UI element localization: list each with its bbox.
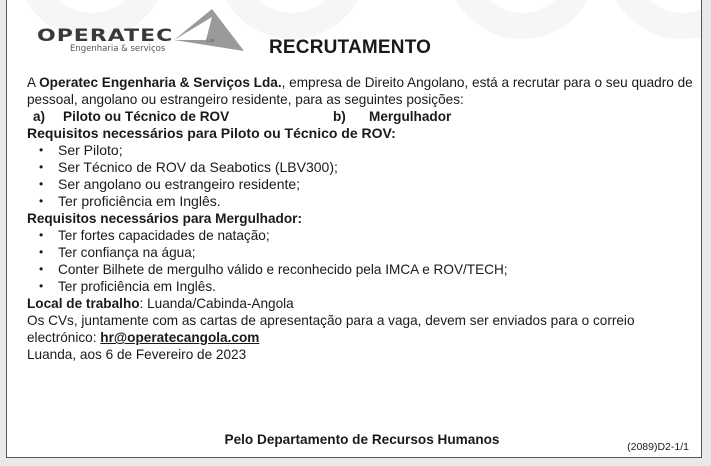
svg-text:Lda: Lda bbox=[207, 38, 215, 43]
svg-text:Engenharia & serviços: Engenharia & serviços bbox=[70, 44, 166, 54]
watermark-circle bbox=[607, 0, 702, 39]
bullet-icon: • bbox=[39, 143, 44, 157]
ad-body bbox=[27, 74, 697, 453]
date-line: Luanda, aos 6 de Fevereiro de 2023 bbox=[27, 347, 247, 362]
bullet-icon: • bbox=[39, 228, 44, 242]
position-label: b) bbox=[333, 109, 346, 124]
email-link[interactable]: hr@operatecangola.com bbox=[100, 330, 260, 345]
requirement-text: Ter confiança na água; bbox=[58, 245, 196, 260]
list-item bbox=[39, 159, 697, 176]
position-title: Piloto ou Técnico de ROV bbox=[63, 109, 230, 124]
bullet-icon: • bbox=[39, 245, 44, 259]
requirement-text: Ter fortes capacidades de natação; bbox=[58, 228, 270, 243]
intro-text: , empresa de Direito Angolano, está a recrutar para o seu quadro de pessoal, angolano ou estrangeiro residente, para as seguintes posições: bbox=[27, 75, 693, 107]
requirement-text: Ter proficiência em Inglês. bbox=[58, 193, 221, 209]
workplace bbox=[27, 295, 697, 312]
page-title: RECRUTAMENTO bbox=[269, 37, 432, 58]
list-item bbox=[39, 244, 697, 261]
reference-code: (2089)D2-1/1 bbox=[627, 441, 689, 453]
cv-instructions bbox=[27, 312, 697, 346]
signature: Pelo Departamento de Recursos Humanos bbox=[224, 432, 500, 447]
workplace-value: : Luanda/Cabinda-Angola bbox=[139, 296, 294, 311]
requirement-text: Conter Bilhete de mergulho válido e reconhecido pela IMCA e ROV/TECH; bbox=[58, 262, 508, 277]
bullet-icon: • bbox=[39, 160, 44, 174]
svg-text:OPERATEC: OPERATEC bbox=[37, 25, 174, 46]
intro-prefix: A bbox=[27, 75, 40, 90]
list-item bbox=[39, 176, 697, 193]
cv-text: Os CVs, juntamente com as cartas de apresentação para a vaga, devem ser enviados para o correio electrónico: bbox=[27, 313, 635, 345]
section-heading-diver: Requisitos necessários para Mergulhador: bbox=[27, 211, 302, 226]
bullet-icon: • bbox=[39, 279, 44, 293]
company-logo bbox=[34, 7, 264, 53]
requirement-text: Ter proficiência em Inglês. bbox=[58, 279, 216, 294]
operatec-logo-icon bbox=[34, 7, 264, 57]
list-item bbox=[39, 261, 697, 278]
watermark-circle bbox=[447, 0, 597, 39]
position-label: a) bbox=[33, 109, 46, 124]
bullet-icon: • bbox=[39, 262, 44, 276]
section-heading-rov: Requisitos necessários para Piloto ou Técnico de ROV: bbox=[27, 125, 396, 141]
company-name: Operatec Engenharia & Serviços Lda. bbox=[39, 75, 282, 90]
list-item bbox=[39, 278, 697, 295]
positions-list bbox=[27, 108, 697, 125]
list-item bbox=[39, 142, 697, 159]
intro-paragraph bbox=[27, 74, 697, 108]
workplace-label: Local de trabalho bbox=[27, 296, 140, 311]
requirement-text: Ser Piloto; bbox=[58, 142, 123, 158]
advertisement-page bbox=[6, 0, 702, 458]
list-item bbox=[39, 227, 697, 244]
position-title: Mergulhador bbox=[369, 109, 452, 124]
requirements-list-rov bbox=[27, 142, 697, 210]
requirements-list-diver bbox=[27, 227, 697, 295]
bullet-icon: • bbox=[39, 194, 44, 208]
list-item bbox=[39, 193, 697, 210]
requirement-text: Ser Técnico de ROV da Seabotics (LBV300); bbox=[58, 159, 338, 175]
bullet-icon: • bbox=[39, 177, 44, 191]
position-item bbox=[27, 108, 327, 125]
position-item bbox=[327, 108, 451, 125]
requirement-text: Ser angolano ou estrangeiro residente; bbox=[58, 176, 301, 192]
